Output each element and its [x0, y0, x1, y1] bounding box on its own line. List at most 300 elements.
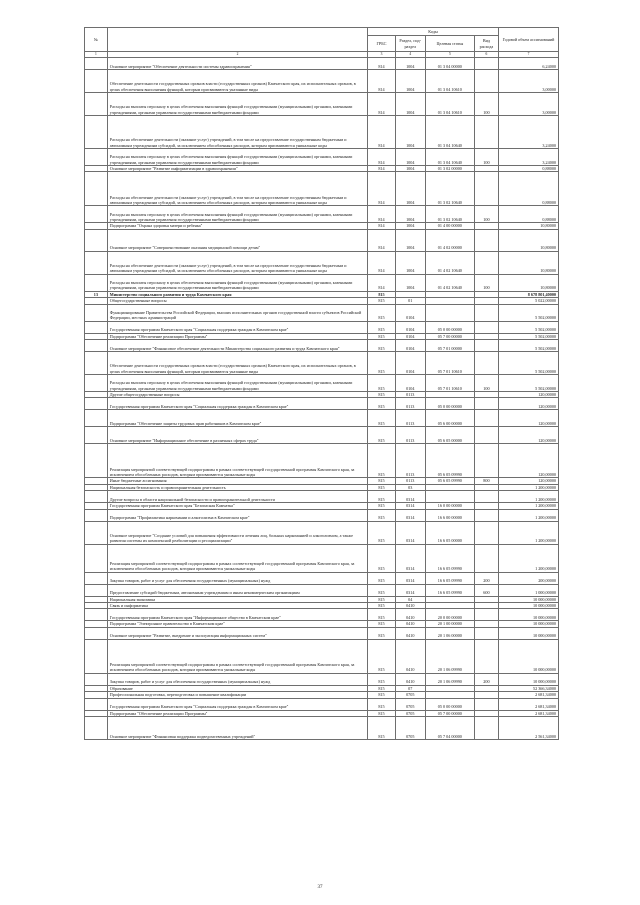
column-index: 3 — [368, 52, 396, 58]
cell-name: Обеспечение деятельности государственных органов власти (государственных органов) Камчатского края, их исполнительных органов, в целях обеспечения выполнения функций, которым присваиваются указанные виды — [107, 352, 367, 375]
cell-sum: 1 000,00000 — [498, 584, 558, 596]
cell-grbs: 815 — [368, 503, 396, 509]
cell-target-item: 20 1 06 00000 — [425, 627, 474, 639]
cell-expense-type: 600 — [474, 584, 498, 596]
cell-grbs: 815 — [368, 544, 396, 572]
cell-number — [85, 627, 108, 639]
cell-section: 01 — [395, 298, 425, 304]
header-expense-type: Вид расхода — [474, 36, 498, 52]
cell-grbs: 815 — [368, 717, 396, 740]
table-row — [85, 584, 559, 596]
cell-grbs: 815 — [368, 572, 396, 584]
cell-grbs: 815 — [368, 521, 396, 544]
cell-expense-type — [474, 70, 498, 93]
cell-name: Подпрограмма "Обеспечение защиты трудовых прав работников в Камчатском крае" — [107, 410, 367, 427]
cell-section: 0314 — [395, 572, 425, 584]
table-row — [85, 509, 559, 521]
cell-section: 0104 — [395, 352, 425, 375]
cell-grbs: 815 — [368, 491, 396, 503]
cell-grbs: 815 — [368, 596, 396, 602]
cell-expense-type: 100 — [474, 206, 498, 223]
cell-number — [85, 229, 108, 251]
cell-target-item: 05 7 04 00000 — [425, 717, 474, 740]
cell-sum: 2 681,34000 — [498, 692, 558, 698]
cell-number — [85, 639, 108, 673]
cell-number — [85, 509, 108, 521]
cell-number — [85, 352, 108, 375]
cell-name: Подпрограмма "Электронное правительство в Камчатском крае" — [107, 621, 367, 627]
table-row — [85, 673, 559, 685]
cell-section: 0705 — [395, 717, 425, 740]
cell-target-item: 05 0 00 00000 — [425, 321, 474, 333]
cell-name: Реализация мероприятий соответствующей подпрограммы в рамках соответствующей государственной программы Камчатского края, за исключением обособленных расходов, которым присваиваются уникальные коды — [107, 444, 367, 478]
cell-sum: 6,24000 — [498, 58, 558, 70]
cell-section: 0705 — [395, 698, 425, 710]
cell-sum: 1 200,00000 — [498, 521, 558, 544]
cell-number — [85, 717, 108, 740]
cell-expense-type: 200 — [474, 673, 498, 685]
cell-section: 0314 — [395, 521, 425, 544]
cell-sum: 5 022,00000 — [498, 298, 558, 304]
table-body — [85, 58, 559, 740]
cell-grbs: 815 — [368, 710, 396, 716]
cell-section: 1004 — [395, 166, 425, 172]
cell-expense-type — [474, 340, 498, 352]
table-row — [85, 70, 559, 93]
cell-number — [85, 304, 108, 321]
cell-section: 0314 — [395, 509, 425, 521]
table-row — [85, 609, 559, 621]
cell-name: Основное мероприятие "Развитие информатизации в здравоохранении" — [107, 166, 367, 172]
cell-sum: 2 561,34000 — [498, 717, 558, 740]
cell-sum: 10 000,00000 — [498, 596, 558, 602]
cell-target-item: 01 4 02 10640 — [425, 274, 474, 291]
cell-sum: 0,88000 — [498, 172, 558, 206]
cell-section: 0104 — [395, 304, 425, 321]
cell-target-item: 20 1 06 09990 — [425, 639, 474, 673]
cell-expense-type — [474, 698, 498, 710]
cell-expense-type: 100 — [474, 93, 498, 116]
cell-sum: 200,00000 — [498, 572, 558, 584]
cell-name: Образование — [107, 685, 367, 691]
cell-name: Национальная безопасность и правоохранительная деятельность — [107, 484, 367, 490]
cell-section: 03 — [395, 484, 425, 490]
cell-target-item: 05 0 00 00000 — [425, 398, 474, 410]
cell-grbs: 814 — [368, 206, 396, 223]
cell-number — [85, 544, 108, 572]
cell-section: 0410 — [395, 639, 425, 673]
cell-number — [85, 340, 108, 352]
cell-name: Обеспечение деятельности государственных органов власти (государственных органов) Камчатского края, их исполнительных органов, в целях обеспечения выполнения функций, которым присваиваются указанные виды — [107, 70, 367, 93]
cell-grbs: 815 — [368, 352, 396, 375]
cell-name: Профессиональная подготовка, переподготовка и повышение квалификации — [107, 692, 367, 698]
header-number: № — [85, 28, 108, 52]
table-row — [85, 639, 559, 673]
cell-sum: 1 200,00000 — [498, 484, 558, 490]
cell-sum: 1 200,00000 — [498, 503, 558, 509]
cell-name: Основное мероприятие "Совершенствование оказания медицинской помощи детям" — [107, 229, 367, 251]
cell-number — [85, 698, 108, 710]
cell-expense-type — [474, 509, 498, 521]
cell-target-item: 16 6 05 00000 — [425, 521, 474, 544]
cell-target-item: 16 6 00 00000 — [425, 509, 474, 521]
cell-sum: 3,00000 — [498, 93, 558, 116]
cell-sum: 5 502,00000 — [498, 304, 558, 321]
cell-expense-type: 100 — [474, 274, 498, 291]
cell-expense-type — [474, 717, 498, 740]
cell-target-item: 05 6 00 00000 — [425, 410, 474, 427]
cell-sum: 5 502,00000 — [498, 321, 558, 333]
cell-target-item: 16 0 00 00000 — [425, 503, 474, 509]
cell-sum: 0,88000 — [498, 166, 558, 172]
cell-name: Расходы на выплаты персоналу в целях обеспечения выполнения функций государственными (муниципальными) органами, казенными учреждениями, органами управления государственными внебюджетными фондами — [107, 375, 367, 392]
cell-number: 13 — [85, 291, 108, 297]
cell-target-item — [425, 304, 474, 321]
budget-table — [84, 27, 559, 740]
cell-section: 0113 — [395, 410, 425, 427]
table-row — [85, 444, 559, 478]
cell-expense-type: 800 — [474, 478, 498, 484]
cell-name: Расходы на обеспечение деятельности (оказание услуг) учреждений, в том числе на предоставление государственным бюджетным и автономным учреждениям субсидий, за исключением обособленных расходов, которым присваиваются уникальные коды — [107, 172, 367, 206]
cell-section: 1004 — [395, 223, 425, 229]
cell-expense-type — [474, 321, 498, 333]
cell-grbs: 815 — [368, 340, 396, 352]
cell-sum: 0,88000 — [498, 206, 558, 223]
table-row — [85, 274, 559, 291]
cell-section: 07 — [395, 685, 425, 691]
cell-number — [85, 521, 108, 544]
cell-number — [85, 172, 108, 206]
table-row — [85, 251, 559, 274]
cell-target-item: 05 6 05 09990 — [425, 444, 474, 478]
table-row — [85, 375, 559, 392]
cell-grbs: 815 — [368, 298, 396, 304]
column-index: 1 — [85, 52, 108, 58]
cell-target-item: 01 4 02 00000 — [425, 229, 474, 251]
cell-grbs: 815 — [368, 427, 396, 444]
cell-name: Национальная экономика — [107, 596, 367, 602]
cell-target-item: 05 6 05 00000 — [425, 427, 474, 444]
column-index: 4 — [395, 52, 425, 58]
column-index: 5 — [425, 52, 474, 58]
cell-number — [85, 321, 108, 333]
cell-grbs: 815 — [368, 639, 396, 673]
cell-section: 0314 — [395, 491, 425, 503]
cell-name: Расходы на обеспечение деятельности (оказание услуг) учреждений, в том числе на предоставление государственным бюджетным и автономным учреждениям субсидий, за исключением обособленных расходов, которым присваиваются уникальные коды — [107, 251, 367, 274]
cell-sum: 3,24000 — [498, 149, 558, 166]
cell-sum: 10 000,00000 — [498, 609, 558, 621]
cell-grbs: 815 — [368, 609, 396, 621]
cell-grbs: 815 — [368, 304, 396, 321]
cell-section: 1004 — [395, 206, 425, 223]
header-grbs: ГРБС — [368, 36, 396, 52]
cell-section: 0314 — [395, 584, 425, 596]
cell-target-item: 05 7 00 00000 — [425, 710, 474, 716]
page-number: 37 — [317, 885, 323, 890]
table-row — [85, 491, 559, 503]
cell-name: Подпрограмма "Профилактика наркомании и алкоголизма в Камчатском крае" — [107, 509, 367, 521]
cell-sum: 10,80000 — [498, 274, 558, 291]
column-index: 6 — [474, 52, 498, 58]
cell-target-item: 01 3 04 10640 — [425, 149, 474, 166]
cell-grbs: 815 — [368, 603, 396, 609]
cell-sum: 2 681,34000 — [498, 698, 558, 710]
cell-grbs: 815 — [368, 392, 396, 398]
cell-section: 0104 — [395, 375, 425, 392]
cell-target-item: 05 7 01 00000 — [425, 340, 474, 352]
table-row — [85, 340, 559, 352]
cell-grbs: 814 — [368, 116, 396, 149]
cell-target-item: 16 6 05 09990 — [425, 572, 474, 584]
cell-grbs: 814 — [368, 166, 396, 172]
cell-grbs: 815 — [368, 685, 396, 691]
cell-sum: 10 000,00000 — [498, 673, 558, 685]
cell-sum: 52 366,34000 — [498, 685, 558, 691]
table-row — [85, 410, 559, 427]
cell-name: Министерство социального развития и труда Камчатского края — [107, 291, 367, 297]
cell-expense-type — [474, 627, 498, 639]
cell-section: 1004 — [395, 93, 425, 116]
cell-expense-type — [474, 410, 498, 427]
cell-number — [85, 673, 108, 685]
cell-target-item: 16 6 05 09990 — [425, 544, 474, 572]
cell-name: Основное мероприятие "Обеспечение деятельности системы здравоохранения" — [107, 58, 367, 70]
cell-expense-type — [474, 427, 498, 444]
cell-sum: 3,24000 — [498, 116, 558, 149]
table-row — [85, 627, 559, 639]
cell-grbs: 814 — [368, 251, 396, 274]
cell-target-item: 01 3 02 10640 — [425, 206, 474, 223]
cell-name: Государственная программа Камчатского края "Информационное общество в Камчатском крае" — [107, 609, 367, 621]
cell-section: 0104 — [395, 340, 425, 352]
cell-grbs: 815 — [368, 291, 396, 297]
cell-sum: 1 200,00000 — [498, 491, 558, 503]
cell-grbs: 815 — [368, 484, 396, 490]
cell-number — [85, 93, 108, 116]
cell-name: Основное мероприятие "Финансовая поддержка подведомственных учреждений" — [107, 717, 367, 740]
cell-target-item: 01 4 00 00000 — [425, 223, 474, 229]
cell-grbs: 814 — [368, 70, 396, 93]
cell-sum: 10 000,00000 — [498, 639, 558, 673]
cell-section: 0410 — [395, 627, 425, 639]
cell-name: Государственная программа Камчатского края "Безопасная Камчатка" — [107, 503, 367, 509]
table-row — [85, 698, 559, 710]
table-row — [85, 427, 559, 444]
cell-expense-type: 100 — [474, 149, 498, 166]
cell-expense-type — [474, 304, 498, 321]
cell-expense-type — [474, 444, 498, 478]
cell-sum: 5 502,00000 — [498, 352, 558, 375]
cell-grbs: 815 — [368, 509, 396, 521]
cell-target-item: 05 0 00 00000 — [425, 698, 474, 710]
cell-section: 0113 — [395, 444, 425, 478]
cell-section: 1004 — [395, 229, 425, 251]
cell-name: Подпрограмма "Обеспечение реализации Программы" — [107, 710, 367, 716]
table-row — [85, 149, 559, 166]
cell-grbs: 815 — [368, 698, 396, 710]
cell-sum: 8 678 801,40000 — [498, 291, 558, 297]
cell-name: Общегосударственные вопросы — [107, 298, 367, 304]
cell-number — [85, 116, 108, 149]
cell-number — [85, 274, 108, 291]
cell-name: Функционирование Правительства Российской Федерации, высших исполнительных органов государственной власти субъектов Российской Федерации, местных администраций — [107, 304, 367, 321]
cell-number — [85, 251, 108, 274]
cell-grbs: 815 — [368, 398, 396, 410]
cell-grbs: 815 — [368, 584, 396, 596]
table-row — [85, 544, 559, 572]
cell-section: 0314 — [395, 544, 425, 572]
cell-name: Расходы на выплаты персоналу в целях обеспечения выполнения функций государственными (муниципальными) органами, казенными учреждениями, органами управления государственными внебюджетными фондами — [107, 274, 367, 291]
cell-number — [85, 375, 108, 392]
cell-number — [85, 491, 108, 503]
cell-section: 0113 — [395, 392, 425, 398]
cell-section: 0113 — [395, 478, 425, 484]
header-target-item: Целевая статья — [425, 36, 474, 52]
table-row — [85, 521, 559, 544]
table-row — [85, 116, 559, 149]
table-row — [85, 717, 559, 740]
cell-name: Связь и информатика — [107, 603, 367, 609]
cell-name: Другие общегосударственные вопросы — [107, 392, 367, 398]
cell-number — [85, 609, 108, 621]
cell-target-item: 20 0 00 00000 — [425, 609, 474, 621]
cell-section: 1004 — [395, 274, 425, 291]
cell-target-item: 20 1 06 09990 — [425, 673, 474, 685]
cell-name: Реализация мероприятий соответствующей подпрограммы в рамках соответствующей государственной программы Камчатского края, за исключением обособленных расходов, которым присваиваются уникальные коды — [107, 544, 367, 572]
cell-sum: 10 000,00000 — [498, 621, 558, 627]
cell-expense-type — [474, 398, 498, 410]
cell-section: 1004 — [395, 149, 425, 166]
cell-section: 0104 — [395, 321, 425, 333]
cell-grbs: 814 — [368, 149, 396, 166]
cell-target-item: 01 3 04 10640 — [425, 116, 474, 149]
cell-target-item: 01 3 04 10610 — [425, 93, 474, 116]
cell-grbs: 815 — [368, 621, 396, 627]
cell-expense-type — [474, 544, 498, 572]
cell-number — [85, 206, 108, 223]
cell-sum: 10,80000 — [498, 223, 558, 229]
cell-grbs: 814 — [368, 229, 396, 251]
header-name — [107, 28, 367, 52]
table-row — [85, 229, 559, 251]
table-row — [85, 93, 559, 116]
cell-target-item — [425, 491, 474, 503]
cell-number — [85, 427, 108, 444]
cell-grbs: 814 — [368, 274, 396, 291]
cell-sum: 3,00000 — [498, 70, 558, 93]
column-index: 7 — [498, 52, 558, 58]
cell-grbs: 815 — [368, 444, 396, 478]
header-section: Раздел, под-раздел — [395, 36, 425, 52]
cell-grbs: 815 — [368, 478, 396, 484]
cell-number — [85, 58, 108, 70]
cell-sum: 10 000,00000 — [498, 627, 558, 639]
cell-target-item: 01 4 02 10640 — [425, 251, 474, 274]
cell-target-item: 01 3 04 10610 — [425, 70, 474, 93]
cell-target-item: 01 3 04 00000 — [425, 58, 474, 70]
cell-name: Реализация мероприятий соответствующей подпрограммы в рамках соответствующей государственной программы Камчатского края, за исключением обособленных расходов, которым присваиваются уникальные коды — [107, 639, 367, 673]
cell-name: Расходы на выплаты персоналу в целях обеспечения выполнения функций государственными (муниципальными) органами, казенными учреждениями, органами управления государственными внебюджетными фондами — [107, 93, 367, 116]
cell-sum: 2 681,34000 — [498, 710, 558, 716]
cell-sum: 120,00000 — [498, 392, 558, 398]
cell-name: Закупка товаров, работ и услуг для обеспечения государственных (муниципальных) нужд — [107, 673, 367, 685]
cell-expense-type — [474, 116, 498, 149]
cell-section: 1004 — [395, 116, 425, 149]
cell-name: Основное мероприятие "Информационное обеспечение в различных сферах труда" — [107, 427, 367, 444]
cell-section: 0314 — [395, 503, 425, 509]
cell-grbs: 815 — [368, 410, 396, 427]
cell-section: 0410 — [395, 621, 425, 627]
table-row — [85, 172, 559, 206]
cell-section: 0410 — [395, 609, 425, 621]
cell-expense-type: 100 — [474, 375, 498, 392]
cell-section: 1004 — [395, 172, 425, 206]
cell-expense-type — [474, 58, 498, 70]
column-index: 2 — [107, 52, 367, 58]
cell-number — [85, 410, 108, 427]
cell-name: Основное мероприятие "Создание условий для повышения эффективности лечения лиц, больных наркоманией и алкоголизмом, а также развития системы их комплексной реабилитации и ресоциализации" — [107, 521, 367, 544]
cell-sum: 120,00000 — [498, 444, 558, 478]
cell-grbs: 815 — [368, 692, 396, 698]
cell-grbs: 815 — [368, 375, 396, 392]
cell-sum: 120,00000 — [498, 398, 558, 410]
cell-name: Закупка товаров, работ и услуг для обеспечения государственных (муниципальных) нужд — [107, 572, 367, 584]
cell-expense-type — [474, 229, 498, 251]
cell-name: Государственная программа Камчатского края "Социальная поддержка граждан в Камчатском крае" — [107, 398, 367, 410]
table-row — [85, 398, 559, 410]
cell-name: Расходы на выплаты персоналу в целях обеспечения выполнения функций государственными (муниципальными) органами, казенными учреждениями, органами управления государственными внебюджетными фондами — [107, 206, 367, 223]
cell-sum: 5 502,00000 — [498, 375, 558, 392]
cell-target-item: 05 6 05 09990 — [425, 478, 474, 484]
cell-number — [85, 572, 108, 584]
cell-target-item: 20 1 00 00000 — [425, 621, 474, 627]
cell-expense-type: 200 — [474, 572, 498, 584]
cell-section: 1004 — [395, 251, 425, 274]
cell-sum: 10 000,00000 — [498, 603, 558, 609]
cell-expense-type — [474, 491, 498, 503]
cell-section: 0410 — [395, 673, 425, 685]
cell-grbs: 815 — [368, 627, 396, 639]
cell-name: Иные бюджетные ассигнования — [107, 478, 367, 484]
cell-grbs: 814 — [368, 93, 396, 116]
cell-sum: 1 200,00000 — [498, 544, 558, 572]
cell-sum: 5 502,00000 — [498, 340, 558, 352]
cell-section: 04 — [395, 596, 425, 602]
cell-sum: 120,00000 — [498, 478, 558, 484]
cell-sum: 10,80000 — [498, 251, 558, 274]
cell-name: Расходы на выплаты персоналу в целях обеспечения выполнения функций государственными (муниципальными) органами, казенными учреждениями, органами управления государственными внебюджетными фондами — [107, 149, 367, 166]
cell-sum: 120,00000 — [498, 410, 558, 427]
cell-number — [85, 584, 108, 596]
table-row — [85, 304, 559, 321]
cell-name: Предоставление субсидий бюджетным, автономным учреждениям и иным некоммерческим организациям — [107, 584, 367, 596]
cell-section: 0113 — [395, 427, 425, 444]
table-row — [85, 352, 559, 375]
cell-expense-type — [474, 352, 498, 375]
table-row — [85, 321, 559, 333]
cell-section: 0705 — [395, 710, 425, 716]
table-row — [85, 572, 559, 584]
cell-section: 0410 — [395, 603, 425, 609]
cell-expense-type — [474, 521, 498, 544]
table-row — [85, 58, 559, 70]
cell-section: 0705 — [395, 692, 425, 698]
cell-number — [85, 398, 108, 410]
cell-target-item: 01 3 02 00000 — [425, 166, 474, 172]
cell-name: Подпрограмма "Обеспечение реализации Программы" — [107, 333, 367, 339]
cell-target-item: 05 7 01 10610 — [425, 375, 474, 392]
cell-target-item: 01 3 02 10640 — [425, 172, 474, 206]
